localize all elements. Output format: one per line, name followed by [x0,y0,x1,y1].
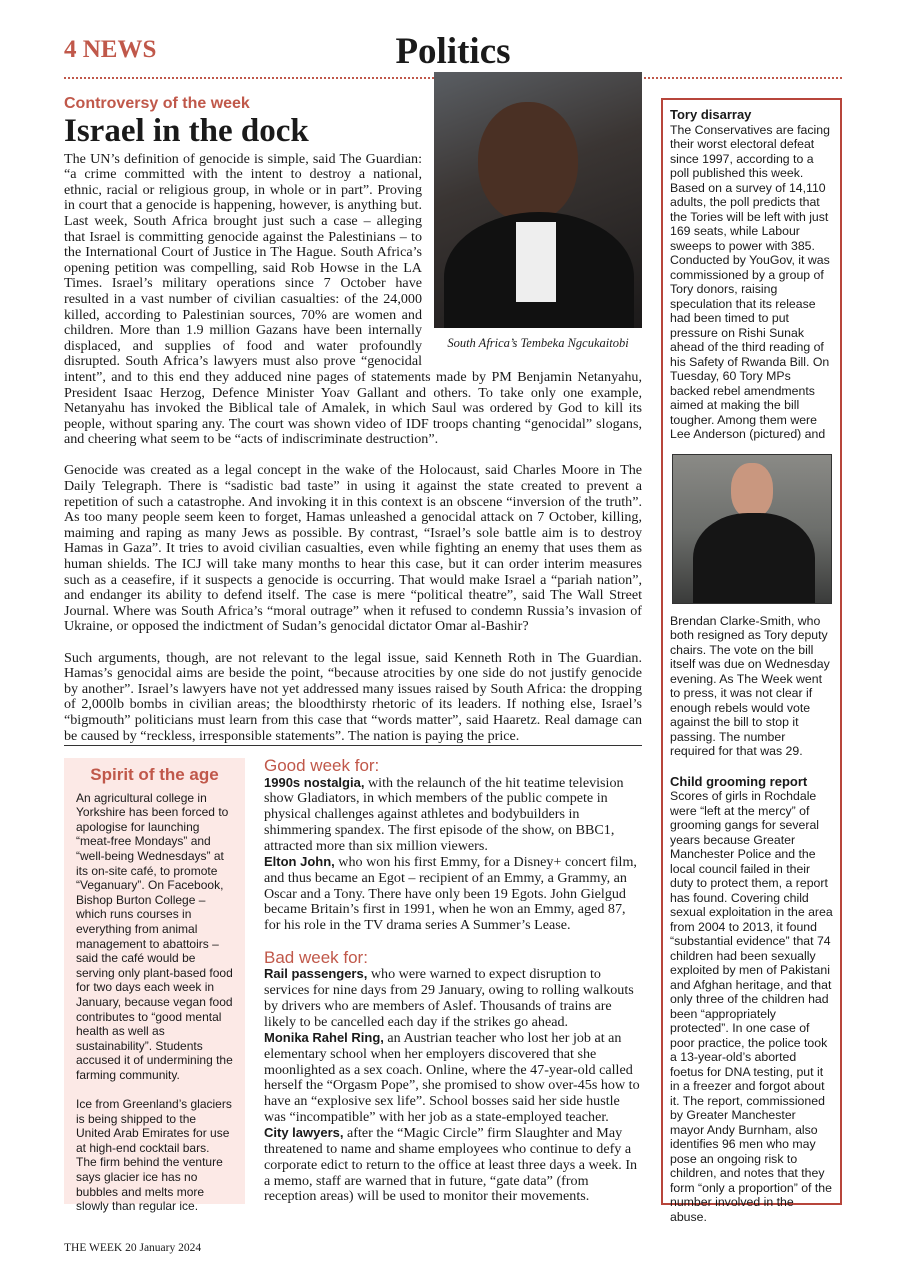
article-paragraph: The UN’s definition of genocide is simple, said The Guardian: “a crime committed with the intent to destroy a national, ethnic, racial or religious group, in whole or in part”. Proving in court that a genocide is happening, however, is anything but. Last week, South Africa brought just such a case – alleging that Israel is committing genocide against the Palestinians – to the International Court of Justice in The Hague. South Africa’s opening petition was compelling, said Rob Howse in the LA Times. Israel’s military operations since 7 October have resulted in a vast number of civilian casualties: of the 24,000 killed, according to Palestinian sources, 70% are women and children. More than 1.9 million Gazans have been internally displaced, and supplies of food and water profoundly disrupted. South Africa’s lawyers must also prove “genocidal intent”, and to this end they adduced nine pages of statements made by PM Benjamin Netanyahu, President Isaac Herzog, Defence Minister Yoav Gallant and others. To take only one example, Netanyahu has invoked the Biblical tale of Amalek, in which Saul was ordered by God to kill its people, without sparing any. The court was shown video of IDF troops chanting “genocidal” slogans, and cheering what seem to be “acts of indiscriminate destruction”. [64,150,642,448]
spirit-title: Spirit of the age [90,765,219,784]
tory-title: Tory disarray [670,107,752,122]
section-label: 4 NEWS [64,36,157,63]
bad-week-item: Rail passengers, who were warned to expect disruption to services for nine days from 29 January, owing to rolling walkouts by drivers who are members of Aslef. Thousands of trains are likely to be cancelled each day if the strikes go ahead. [264,966,634,1030]
article-paragraph: Genocide was created as a legal concept in the wake of the Holocaust, said Charles Moore in The Daily Telegraph. There is “sadistic bad taste” in using it against the state created to prevent a repetition of such a catastrophe. And invoking it in this context is an obscene “inversion of the truth”. As too many people seem keen to forget, Hamas unleashed a genocidal attack on 7 October, killing, maiming and raping as many Jews as possible. By contrast, “Israel’s sole battle aim is to destroy Hamas in Gaza”. It tries to avoid civilian casualties, even while fighting an enemy that uses them as human shields. The ICJ will take many months to hear this case, but it can order interim measures such as a ceasefire, if it suspects a genocide is occurring. That would make Israel a “pariah nation”, and endanger its ability to defend itself. The case is mere “political theatre”, said The Wall Street Journal. Where was South Africa’s “moral outrage” when it refused to condemn Russia’s invasion of Ukraine, or opposed the indictment of Sudan’s genocidal dictator Omar al-Bashir? [64,462,642,635]
good-bad-week [264,758,642,1205]
photo-caption: South Africa’s Tembeka Ngcukaitobi [447,335,629,350]
section-divider [64,745,642,746]
tory-text: The Conservatives are facing their worst electoral defeat since 1997, according to a poll published this week. Based on a survey of 14,110 adults, the poll predicts that the Tories will be left with just 169 seats, while Labour sweeps to power with 385. Conducted by YouGov, it was commissioned by a group of Tory donors, raising speculation that its release had been timed to put pressure on Rishi Sunak ahead of the third reading of his Safety of Rwanda Bill. On Tuesday, 60 Tory MPs backed rebel amendments aimed at making the bill tougher. Among them were Lee Anderson (pictured) and [670,122,830,441]
spirit-of-the-age-box [64,758,245,1214]
spirit-paragraph: An agricultural college in Yorkshire has been forced to apologise for launching “meat-free Mondays” and “well-being Wednesdays” at its on-site café, to promote “Veganuary”. On Facebook, Bishop Burton College – which runs courses in everything from animal management to abattoirs – said the café would be serving only plant-based food for two days each week in January, because vegan food contributes to “good mental health as well as sustainability”. Students accused it of undermining the farming community. [76,790,233,1082]
article-headline: Israel in the dock [64,112,309,149]
article-paragraph: Such arguments, though, are not relevant to the legal issue, said Kenneth Roth in The Guardian. Hamas’s genocidal aims are beside the point, “because atrocities by one side do not justify genocide by another”. Israel’s lawyers have not yet addressed many issues raised by South Africa: the dropping of 2,000lb bombs in civilian areas; the bloodthirsty rhetoric of its leaders. If nothing else, Israel’s “bigmouth” politicians must learn from this case that “words matter”, said Haaretz. Real damage can be caused by “reckless, irresponsible statements”. The nation is paying the price. [64,649,642,744]
grooming-title: Child grooming report [670,773,808,789]
grooming-text: Scores of girls in Rochdale were “left at the mercy” of grooming gangs for several years because Greater Manchester Police and the local council failed in their duty to protect them, a report has found. Covering child sexual exploitation in the area from 2004 to 2013, it found “substantial evidence” that 74 children had been sexually exploited by men of Pakistani and Afghan heritage, and that only three of the children had been “appropriately protected”. In one case of poor practice, the police took a 13-year-old’s aborted foetus for DNA testing, put it in a freezer and forgot about it. The report, commissioned by Greater Manchester mayor Andy Burnham, also identifies 96 men who may pose an ongoing risk to children, and notes that they form “only a proportion” of the number involved in the abuse. [670,789,833,1224]
good-week-item: 1990s nostalgia, with the relaunch of the hit teatime television show Gladiators, in which members of the public compete in physical challenges against athletes and bodybuilders in shimmering spandex. The first episode of the show, on BBC1, attracted more than six million viewers. [264,774,624,854]
main-article [64,96,642,760]
article-photo [434,72,642,328]
bad-week-item: Monika Rahel Ring, an Austrian teacher who lost her job at an elementary school when her employers discovered that she moonlighted as a sex coach. Online, where the 47-year-old called herself the “Orgasm Pope”, she promised to show over-45s how to have an “explosive sex life”. School bosses said her side hustle was “incompatible” with her job as a state-employed teacher. [264,1030,640,1125]
page-title: Politics [395,31,511,72]
article-kicker: Controversy of the week [64,95,250,112]
good-week-title: Good week for: [264,756,380,775]
tory-text-continued: Brendan Clarke-Smith, who both resigned as Tory deputy chairs. The vote on the bill itself was due on Wednesday evening. As The Week went to press, it was not clear if enough rebels would vote against the bill to stop it passing. The number required for that was 29. [670,613,830,758]
spirit-paragraph: Ice from Greenland’s glaciers is being shipped to the United Arab Emirates for use at high-end cocktail bars. The firm behind the venture says glacier ice has no bubbles and melts more slowly than regular ice. [76,1097,232,1214]
bad-week-title: Bad week for: [264,947,368,967]
politics-sidebar [661,98,842,1224]
bad-week-item: City lawyers, after the “Magic Circle” firm Slaughter and May threatened to name and shame employees who continue to defy a corporate edict to return to the office at least three days a week. In a memo, staff are warned that in future, “gate data” (from reception areas) will be used to monitor their movements. [264,1125,638,1205]
good-week-item: Elton John, who won his first Emmy, for a Disney+ concert film, and thus became an Egot – recipient of an Emmy, a Grammy, an Oscar and a Tony. There have only been 19 Egots. John Gielgud became Britain’s first in 1991, when he won an Emmy, aged 87, for his role in the TV drama series A Summer’s Lease. [264,854,637,934]
footer: THE WEEK 20 January 2024 [64,1242,202,1254]
article-figure [434,72,642,352]
lee-anderson-photo [672,454,832,604]
